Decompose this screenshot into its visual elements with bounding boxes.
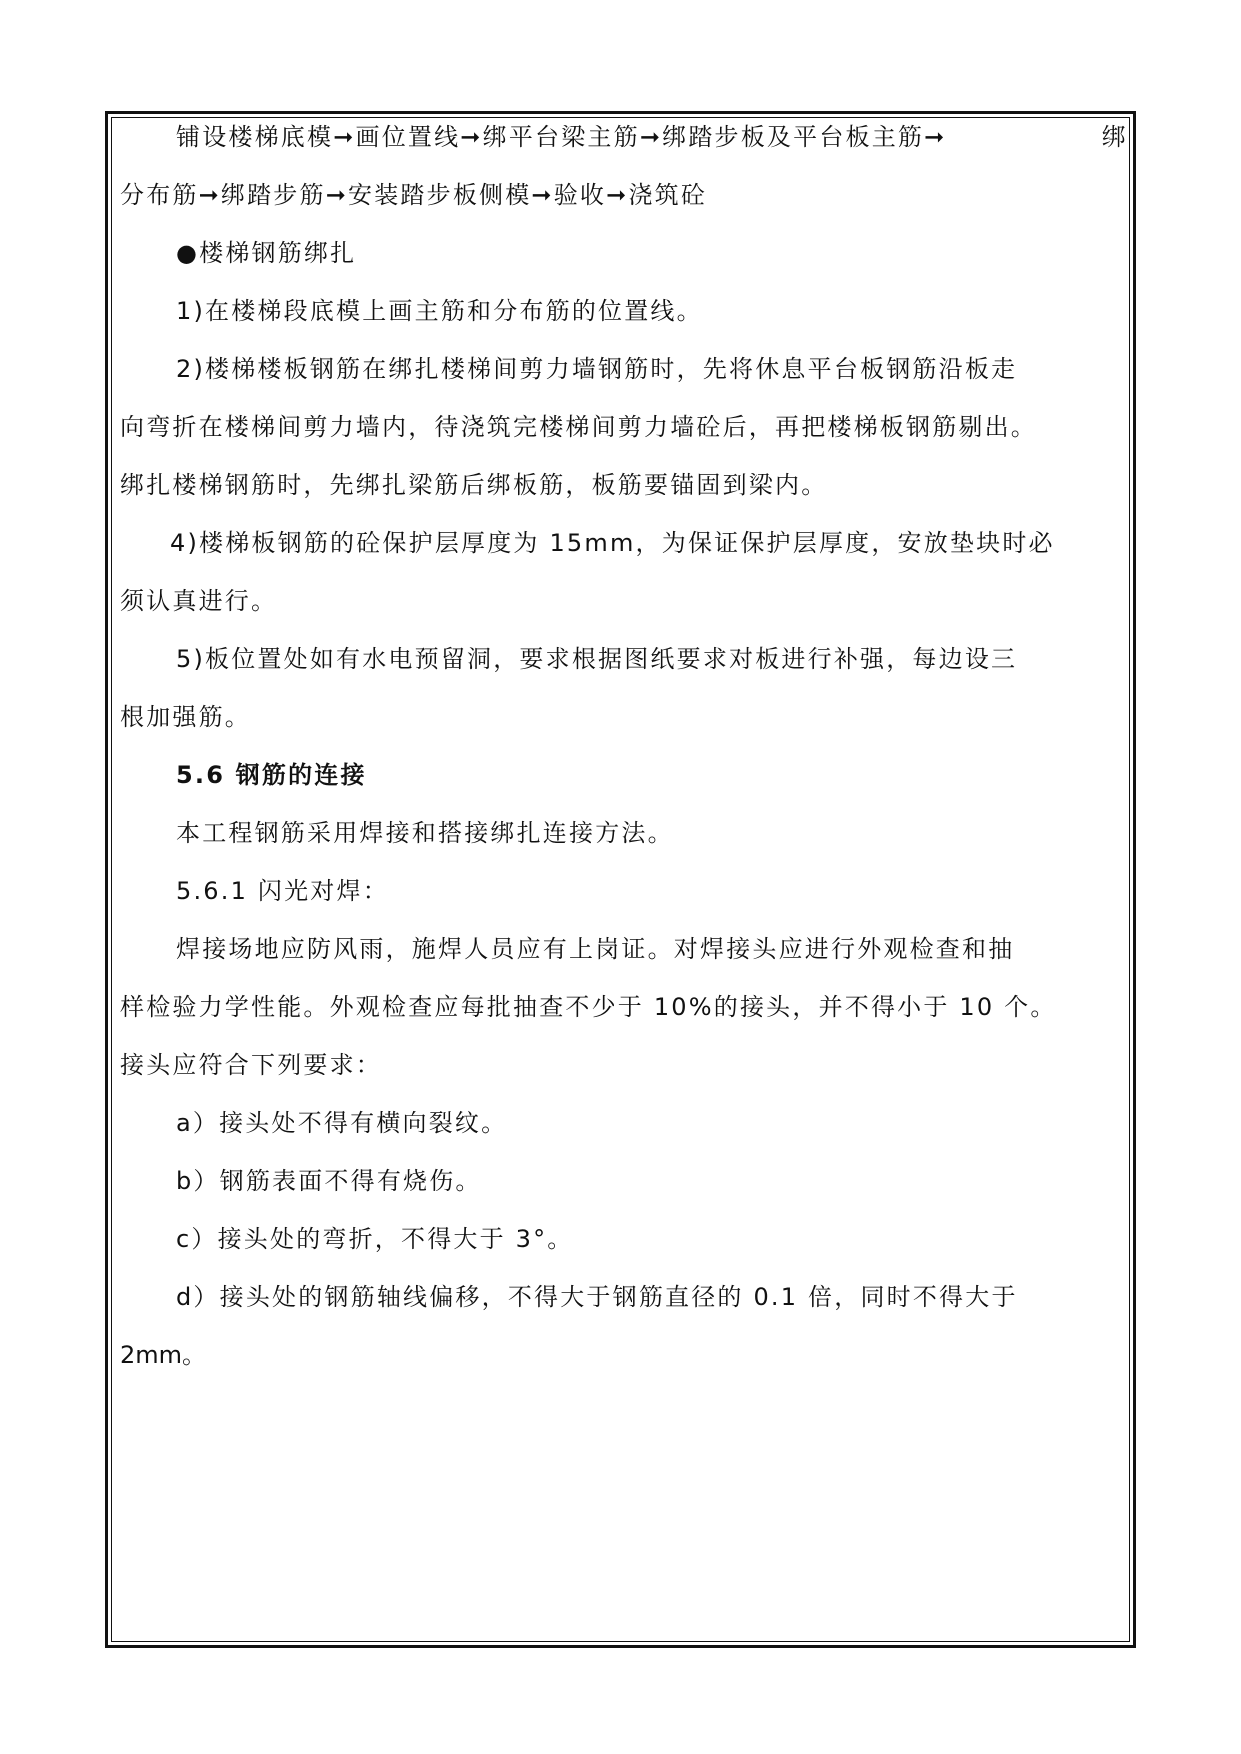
- flow-text-1: 铺设楼梯底模➞画位置线➞绑平台梁主筋➞绑踏步板及平台板主筋➞: [176, 123, 947, 151]
- item-4-line-2: 须认真进行。: [120, 587, 278, 615]
- item-2-line-2: 向弯折在楼梯间剪力墙内，待浇筑完楼梯间剪力墙砼后，再把楼梯板钢筋剔出。: [120, 413, 1037, 441]
- item-4-line-1: 4)楼梯板钢筋的砼保护层厚度为 15mm，为保证保护层厚度，安放垫块时必: [170, 529, 1055, 557]
- subsection-5-6-1: 5.6.1 闪光对焊：: [176, 877, 389, 905]
- flow-line-2: 分布筋➞绑踏步筋➞安装踏步板侧模➞验收➞浇筑砼: [120, 181, 708, 209]
- item-5-line-1: 5)板位置处如有水电预留洞，要求根据图纸要求对板进行补强，每边设三: [176, 645, 1018, 673]
- requirement-d-line-1: d）接头处的钢筋轴线偏移，不得大于钢筋直径的 0.1 倍，同时不得大于: [176, 1283, 1018, 1311]
- weld-line-3: 接头应符合下列要求：: [120, 1051, 382, 1079]
- requirement-c: c）接头处的弯折，不得大于 3°。: [176, 1225, 574, 1253]
- item-2-line-3: 绑扎楼梯钢筋时，先绑扎梁筋后绑板筋，板筋要锚固到梁内。: [120, 471, 828, 499]
- requirement-a: a）接头处不得有横向裂纹。: [176, 1109, 508, 1137]
- item-1: 1)在楼梯段底模上画主筋和分布筋的位置线。: [176, 297, 703, 325]
- section-intro: 本工程钢筋采用焊接和搭接绑扎连接方法。: [176, 819, 674, 847]
- flow-line-1: [120, 121, 1130, 153]
- requirement-b: b）钢筋表面不得有烧伤。: [176, 1167, 482, 1195]
- item-2-line-1: 2)楼梯楼板钢筋在绑扎楼梯间剪力墙钢筋时，先将休息平台板钢筋沿板走: [176, 355, 1018, 383]
- section-heading-5-6: 5.6 钢筋的连接: [176, 761, 367, 789]
- stair-heading: ●楼梯钢筋绑扎: [176, 239, 357, 267]
- item-5-line-2: 根加强筋。: [120, 703, 251, 731]
- weld-line-2: 样检验力学性能。外观检查应每批抽查不少于 10%的接头，并不得小于 10 个。: [120, 993, 1057, 1021]
- requirement-d-line-2: 2mm。: [120, 1341, 207, 1369]
- flow-text-1-end: 绑: [1101, 123, 1128, 151]
- weld-line-1: 焊接场地应防风雨，施焊人员应有上岗证。对焊接头应进行外观检查和抽: [176, 935, 1015, 963]
